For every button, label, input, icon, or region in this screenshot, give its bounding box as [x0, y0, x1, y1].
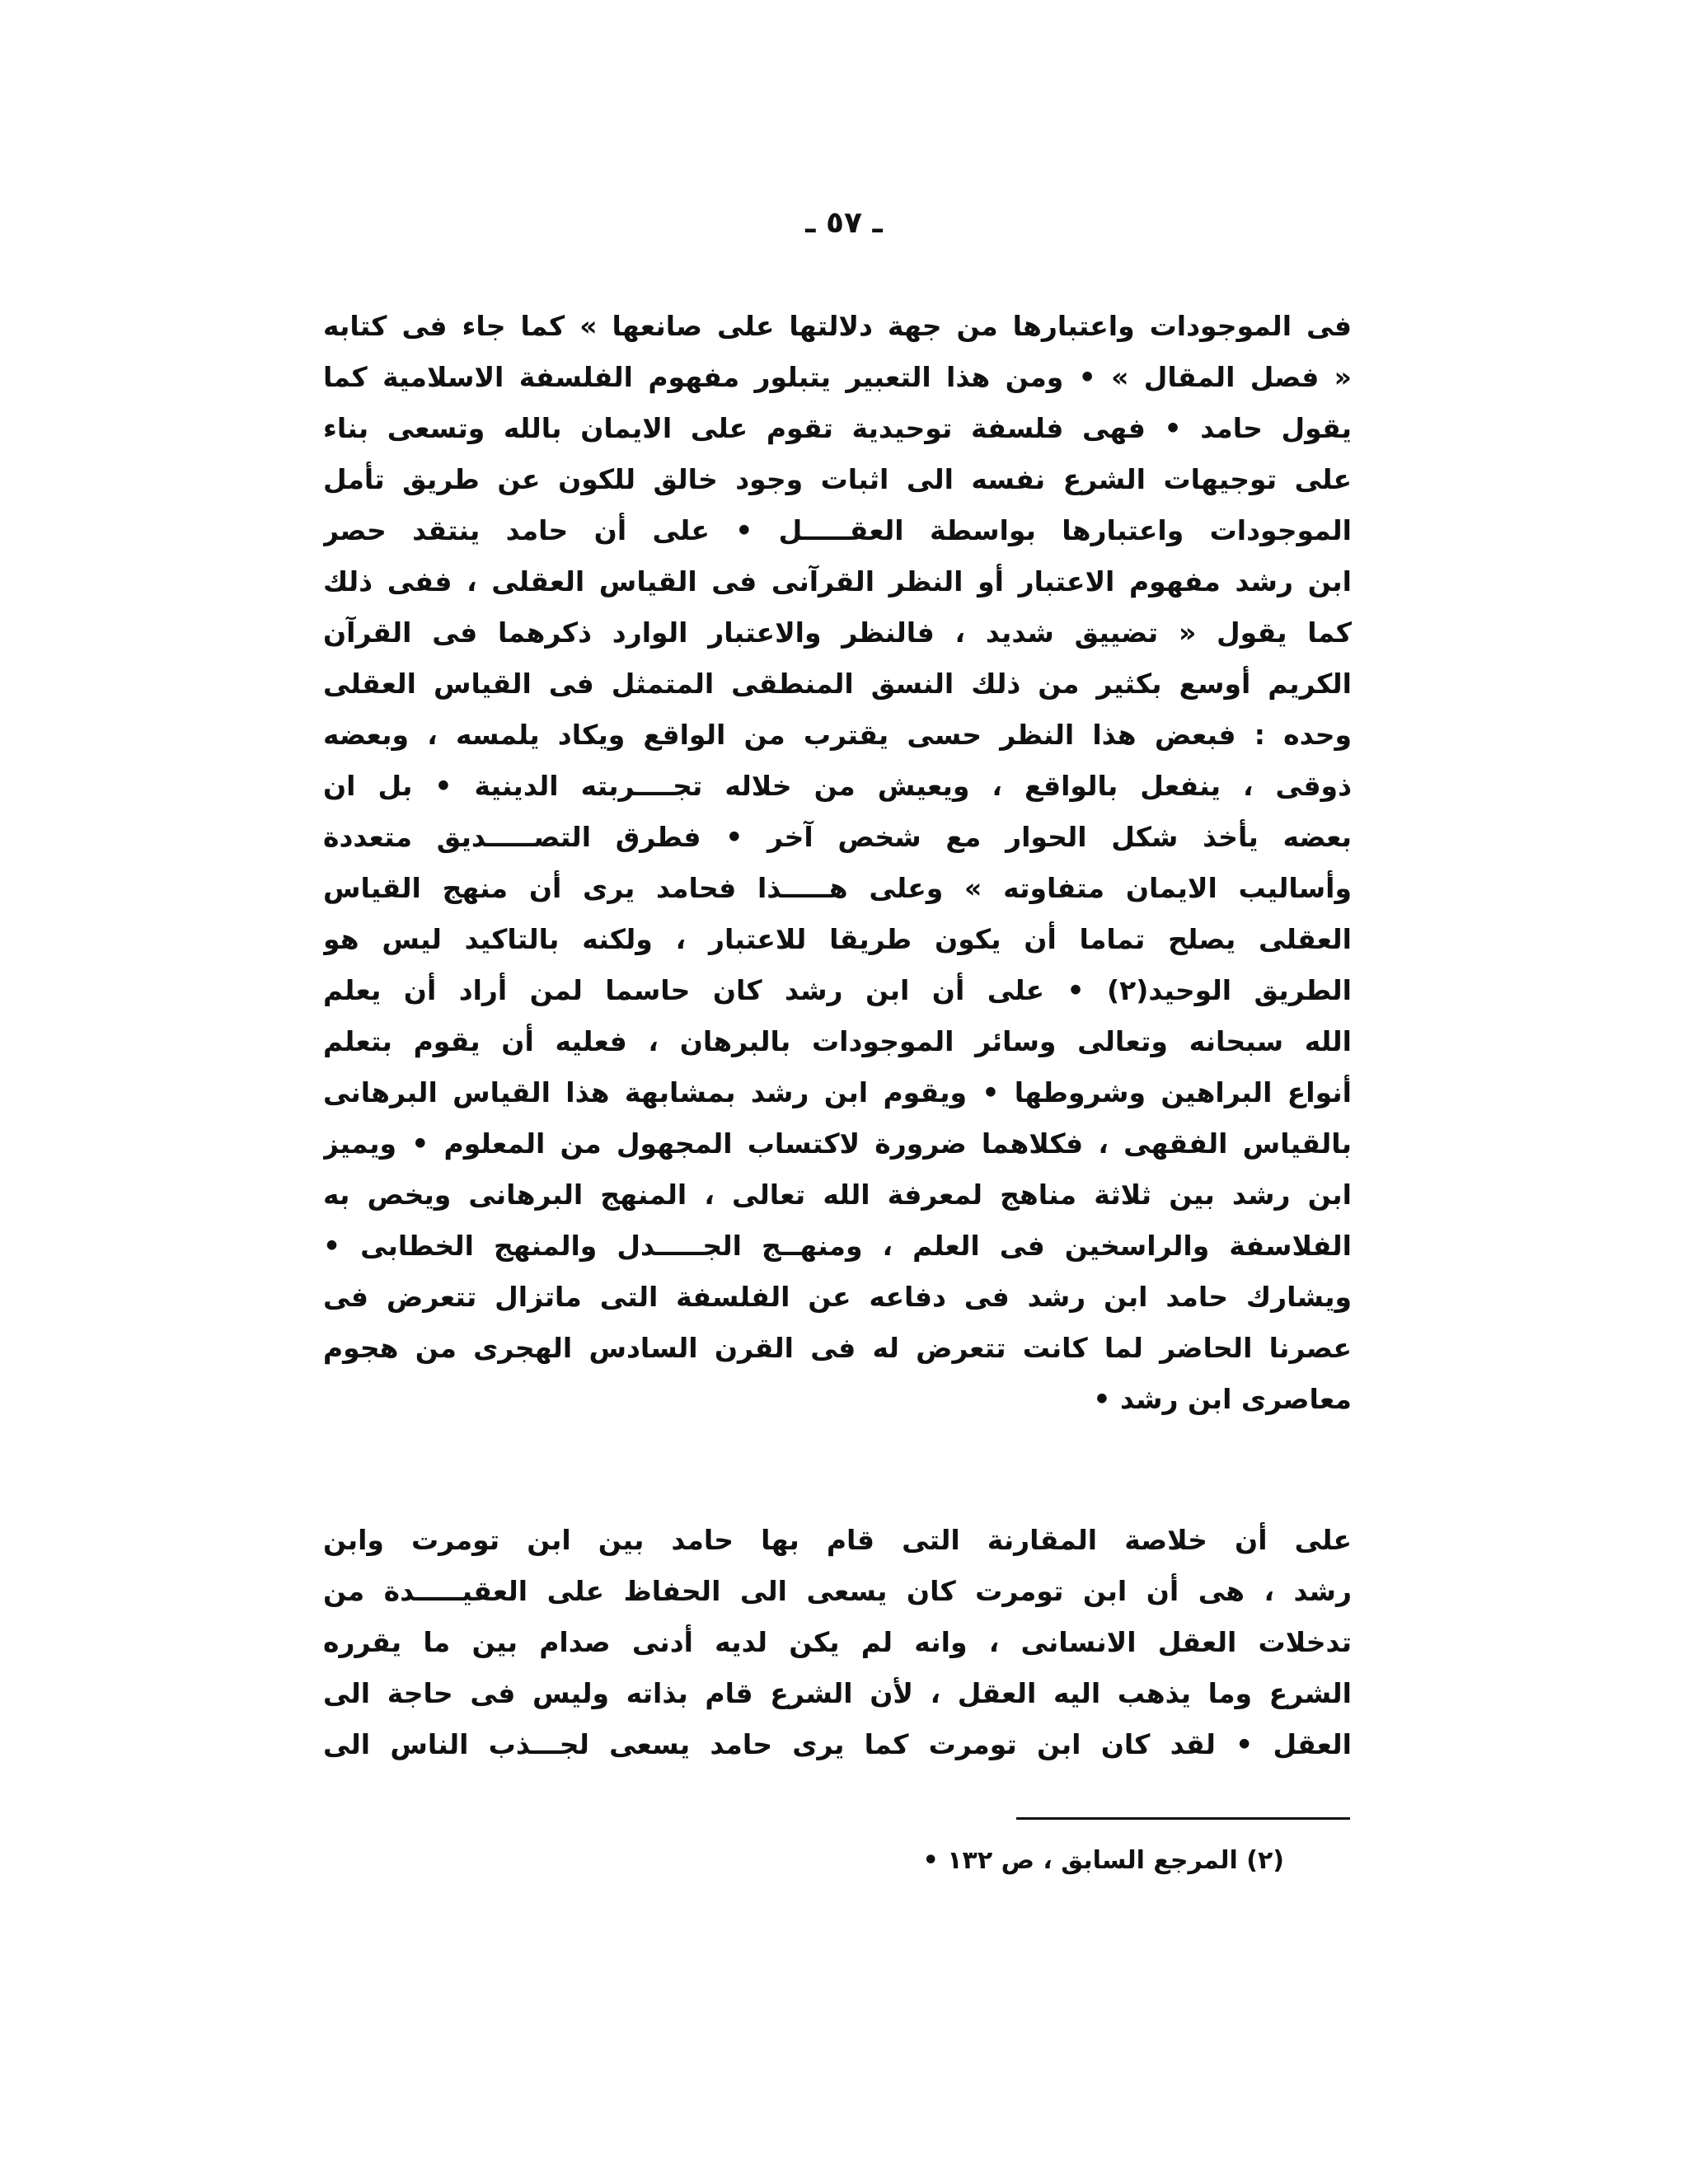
page-number: ـ ٥٧ ـ [805, 206, 883, 240]
text-line: وأساليب الايمان متفاوته » وعلى هـــــذا فحامد يرى أن منهج القياس [323, 872, 1352, 904]
text-line: ابن رشد مفهوم الاعتبار أو النظر القرآنى فى القياس العقلى ، ففى ذلك [323, 565, 1352, 598]
text-line: عصرنا الحاضر لما كانت تتعرض له فى القرن السادس الهجرى من هجوم [323, 1332, 1352, 1364]
text-line: تدخلات العقل الانسانى ، وانه لم يكن لديه أدنى صدام بين ما يقرره [323, 1626, 1352, 1658]
text-line: الفلاسفة والراسخين فى العلم ، ومنهــج الجـــــدل والمنهج الخطابى • [323, 1230, 1352, 1262]
text-line: فى الموجودات واعتبارها من جهة دلالتها على صانعها » كما جاء فى كتابه [323, 310, 1352, 342]
text-line: ابن رشد بين ثلاثة مناهج لمعرفة الله تعالى ، المنهج البرهانى ويخص به [323, 1179, 1352, 1211]
text-line: الموجودات واعتبارها بواسطة العقـــــل • على أن حامد ينتقد حصر [323, 514, 1352, 546]
text-line: يقول حامد • فهى فلسفة توحيدية تقوم على الايمان بالله وتسعى بناء [323, 412, 1352, 444]
text-line: بالقياس الفقهى ، فكلاهما ضرورة لاكتساب المجهول من المعلوم • ويميز [323, 1127, 1352, 1160]
text-line: الله سبحانه وتعالى وسائر الموجودات بالبرهان ، فعليه أن يقوم بتعلم [323, 1025, 1352, 1057]
text-line: رشد ، هى أن ابن تومرت كان يسعى الى الحفاظ على العقيـــــدة من [323, 1575, 1352, 1607]
text-line: ويشارك حامد ابن رشد فى دفاعه عن الفلسفة التى ماتزال تتعرض فى [323, 1281, 1352, 1313]
paragraph-1 [323, 301, 1352, 1425]
text-line: وحده : فبعض هذا النظر حسى يقترب من الواقع ويكاد يلمسه ، وبعضه [323, 719, 1352, 751]
text-line: معاصرى ابن رشد • [1093, 1383, 1352, 1415]
text-line: على توجيهات الشرع نفسه الى اثبات وجود خالق للكون عن طريق تأمل [323, 463, 1352, 495]
text-line: الكريم أوسع بكثير من ذلك النسق المنطقى المتمثل فى القياس العقلى [323, 668, 1352, 700]
footnote-divider [1016, 1817, 1350, 1820]
text-line: « فصل المقال » • ومن هذا التعبير يتبلور مفهوم الفلسفة الاسلامية كما [323, 361, 1352, 393]
footnote: (٢) المرجع السابق ، ص ١٣٢ • [922, 1846, 1284, 1875]
text-line: العقل • لقد كان ابن تومرت كما يرى حامد يسعى لجـــذب الناس الى [323, 1728, 1352, 1760]
text-line: العقلى يصلح تماما أن يكون طريقا للاعتبار ، ولكنه بالتاكيد ليس هو [323, 923, 1352, 955]
text-line: كما يقول « تضييق شديد ، فالنظر والاعتبار الوارد ذكرهما فى القرآن [323, 616, 1352, 649]
text-line: أنواع البراهين وشروطها • ويقوم ابن رشد بمشابهة هذا القياس البرهانى [323, 1076, 1352, 1108]
text-line: بعضه يأخذ شكل الحوار مع شخص آخر • فطرق التصـــــديق متعددة [323, 821, 1352, 853]
text-line: الشرع وما يذهب اليه العقل ، لأن الشرع قام بذاته وليس فى حاجة الى [323, 1677, 1352, 1709]
paragraph-2 [323, 1515, 1352, 1770]
text-line: الطريق الوحيد(٢) • على أن ابن رشد كان حاسما لمن أراد أن يعلم [323, 974, 1352, 1006]
text-line: على أن خلاصة المقارنة التى قام بها حامد بين ابن تومرت وابن [323, 1524, 1352, 1556]
text-line: ذوقى ، ينفعل بالواقع ، ويعيش من خلاله تجــــربته الدينية • بل ان [323, 770, 1352, 802]
